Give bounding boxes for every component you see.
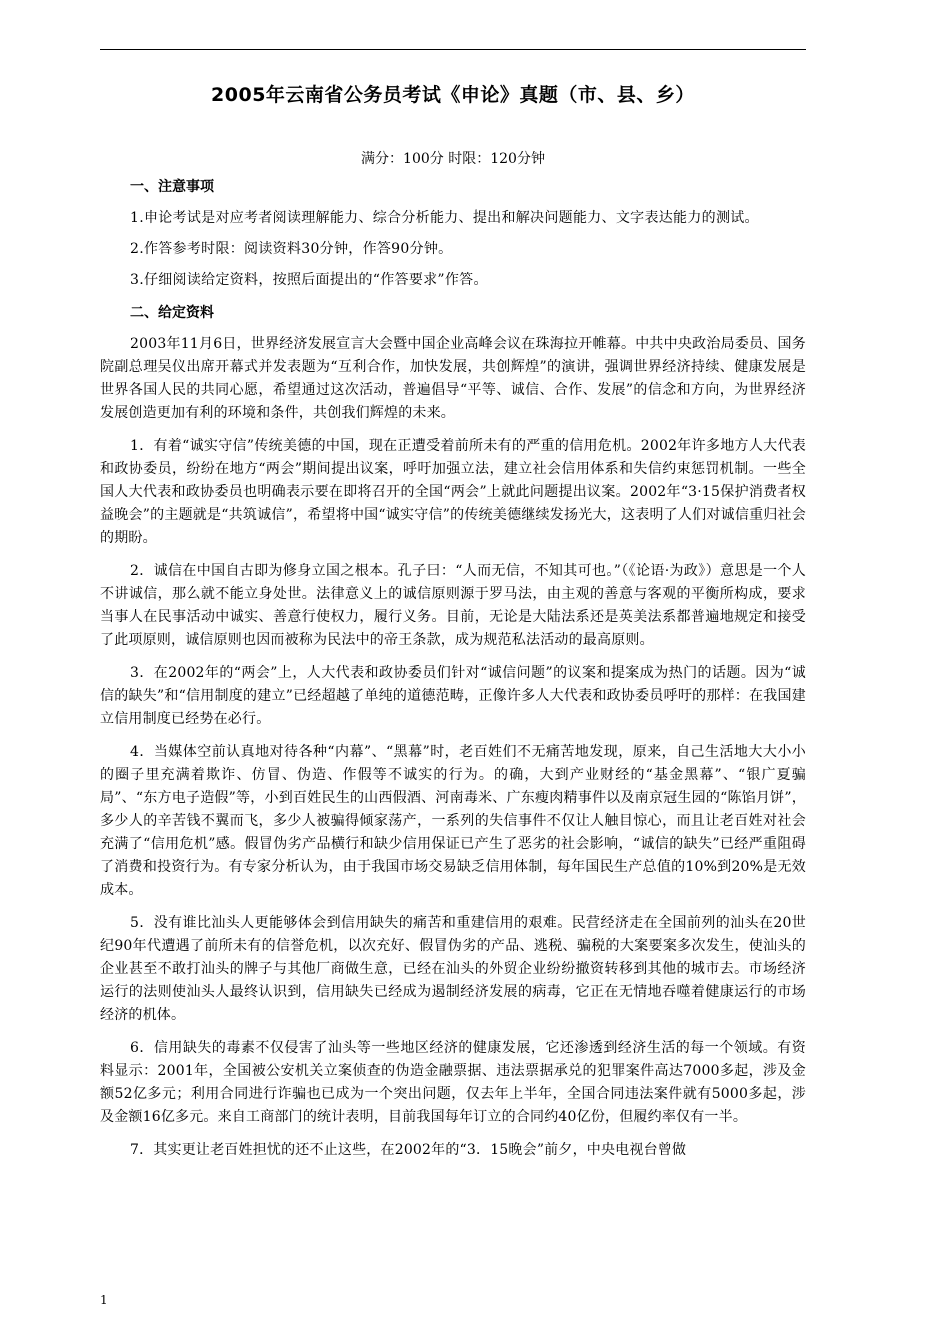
section-heading-materials: 二、给定资料 [130,305,214,321]
document-body [100,80,806,1162]
material-paragraph: 1．有着“诚实守信”传统美德的中国，现在正遭受着前所未有的严重的信用危机。2002年许多地方人大代表和政协委员，纷纷在地方“两会”期间提出议案，呼吁加强立法，建立社会信用体系和失信约束惩罚机制。一些全国人大代表和政协委员也明确表示要在即将召开的全国“两会”上就此问题提出议案。2002年“3·15保护消费者权益晚会”的主题就是“共筑诚信”，希望将中国“诚实守信”的传统美德继续发扬光大，这表明了人们对诚信重归社会的期盼。 [100,438,806,546]
note-item: 3.仔细阅读给定资料，按照后面提出的“作答要求”作答。 [130,272,488,288]
material-paragraph: 7．其实更让老百姓担忧的还不止这些，在2002年的“3．15晚会”前夕，中央电视台曾做 [130,1142,687,1158]
header-rule [100,49,806,50]
material-paragraph: 6．信用缺失的毒素不仅侵害了汕头等一些地区经济的健康发展，它还渗透到经济生活的每一个领域。有资料显示：2001年，全国被公安机关立案侦查的伪造金融票据、违法票据承兑的犯罪案件高达7000多起，涉及金额52亿多元；利用合同进行诈骗也已成为一个突出问题，仅去年上半年，全国合同违法案件就有5000多起，涉及金额16亿多元。来自工商部门的统计表明，目前我国每年订立的合同约40亿份，但履约率仅有一半。 [100,1040,806,1125]
page-number: 1 [100,1293,108,1307]
material-paragraph: 5．没有谁比汕头人更能够体会到信用缺失的痛苦和重建信用的艰难。民营经济走在全国前列的汕头在20世纪90年代遭遇了前所未有的信誉危机，以次充好、假冒伪劣的产品、逃税、骗税的大案要案多次发生，使汕头的企业甚至不敢打汕头的牌子与其他厂商做生意，已经在汕头的外贸企业纷纷撤资转移到其他的城市去。市场经济运行的法则使汕头人最终认识到，信用缺失已经成为遏制经济发展的病毒，它正在无情地吞噬着健康运行的市场经济的机体。 [100,915,806,1023]
material-paragraph: 4．当媒体空前认真地对待各种“内幕”、“黑幕”时，老百姓们不无痛苦地发现，原来，自己生活地大大小小的圈子里充满着欺诈、仿冒、伪造、作假等不诚实的行为。的确，大到产业财经的“基金黑幕”、“银广夏骗局”、“东方电子造假”等，小到百姓民生的山西假酒、河南毒米、广东瘦肉精事件以及南京冠生园的“陈馅月饼”，多少人的辛苦钱不翼而飞，多少人被骗得倾家荡产，一系列的失信事件不仅让人触目惊心，而且让老百姓对社会充满了“信用危机”感。假冒伪劣产品横行和缺少信用保证已产生了恶劣的社会影响，“诚信的缺失”已经严重阻碍了消费和投资行为。有专家分析认为，由于我国市场交易缺乏信用体制，每年国民生产总值的10%到20%是无效成本。 [100,744,806,898]
material-paragraph: 2003年11月6日，世界经济发展宣言大会暨中国企业高峰会议在珠海拉开帷幕。中共中央政治局委员、国务院副总理吴仪出席开幕式并发表题为“互利合作，加快发展，共创辉煌”的演讲，强调世界经济持续、健康发展是世界各国人民的共同心愿，希望通过这次活动，普遍倡导“平等、诚信、合作、发展”的信念和方向，为世界经济发展创造更加有利的环境和条件，共创我们辉煌的未来。 [100,336,806,421]
note-item: 2.作答参考时限：阅读资料30分钟，作答90分钟。 [130,241,453,257]
note-item: 1.申论考试是对应考者阅读理解能力、综合分析能力、提出和解决问题能力、文字表达能力的测试。 [130,210,759,226]
document-title: 2005年云南省公务员考试《申论》真题（市、县、乡） [211,84,695,106]
section-heading-notes: 一、注意事项 [130,179,214,195]
material-paragraph: 3．在2002年的“两会”上，人大代表和政协委员们针对“诚信问题”的议案和提案成为热门的话题。因为“诚信的缺失”和“信用制度的建立”已经超越了单纯的道德范畴，正像许多人大代表和政协委员呼吁的那样：在我国建立信用制度已经势在必行。 [100,665,806,727]
material-paragraph: 2．诚信在中国自古即为修身立国之根本。孔子曰：“人而无信，不知其可也。”（《论语·为政》）意思是一个人不讲诚信，那么就不能立身处世。法律意义上的诚信原则源于罗马法，由主观的善意与客观的平衡所构成，要求当事人在民事活动中诚实、善意行使权力，履行义务。目前，无论是大陆法系还是英美法系都普遍地规定和接受了此项原则，诚信原则也因而被称为民法中的帝王条款，成为规范私法活动的最高原则。 [100,563,806,648]
score-time-limit: 满分：100分 时限：120分钟 [361,151,545,167]
